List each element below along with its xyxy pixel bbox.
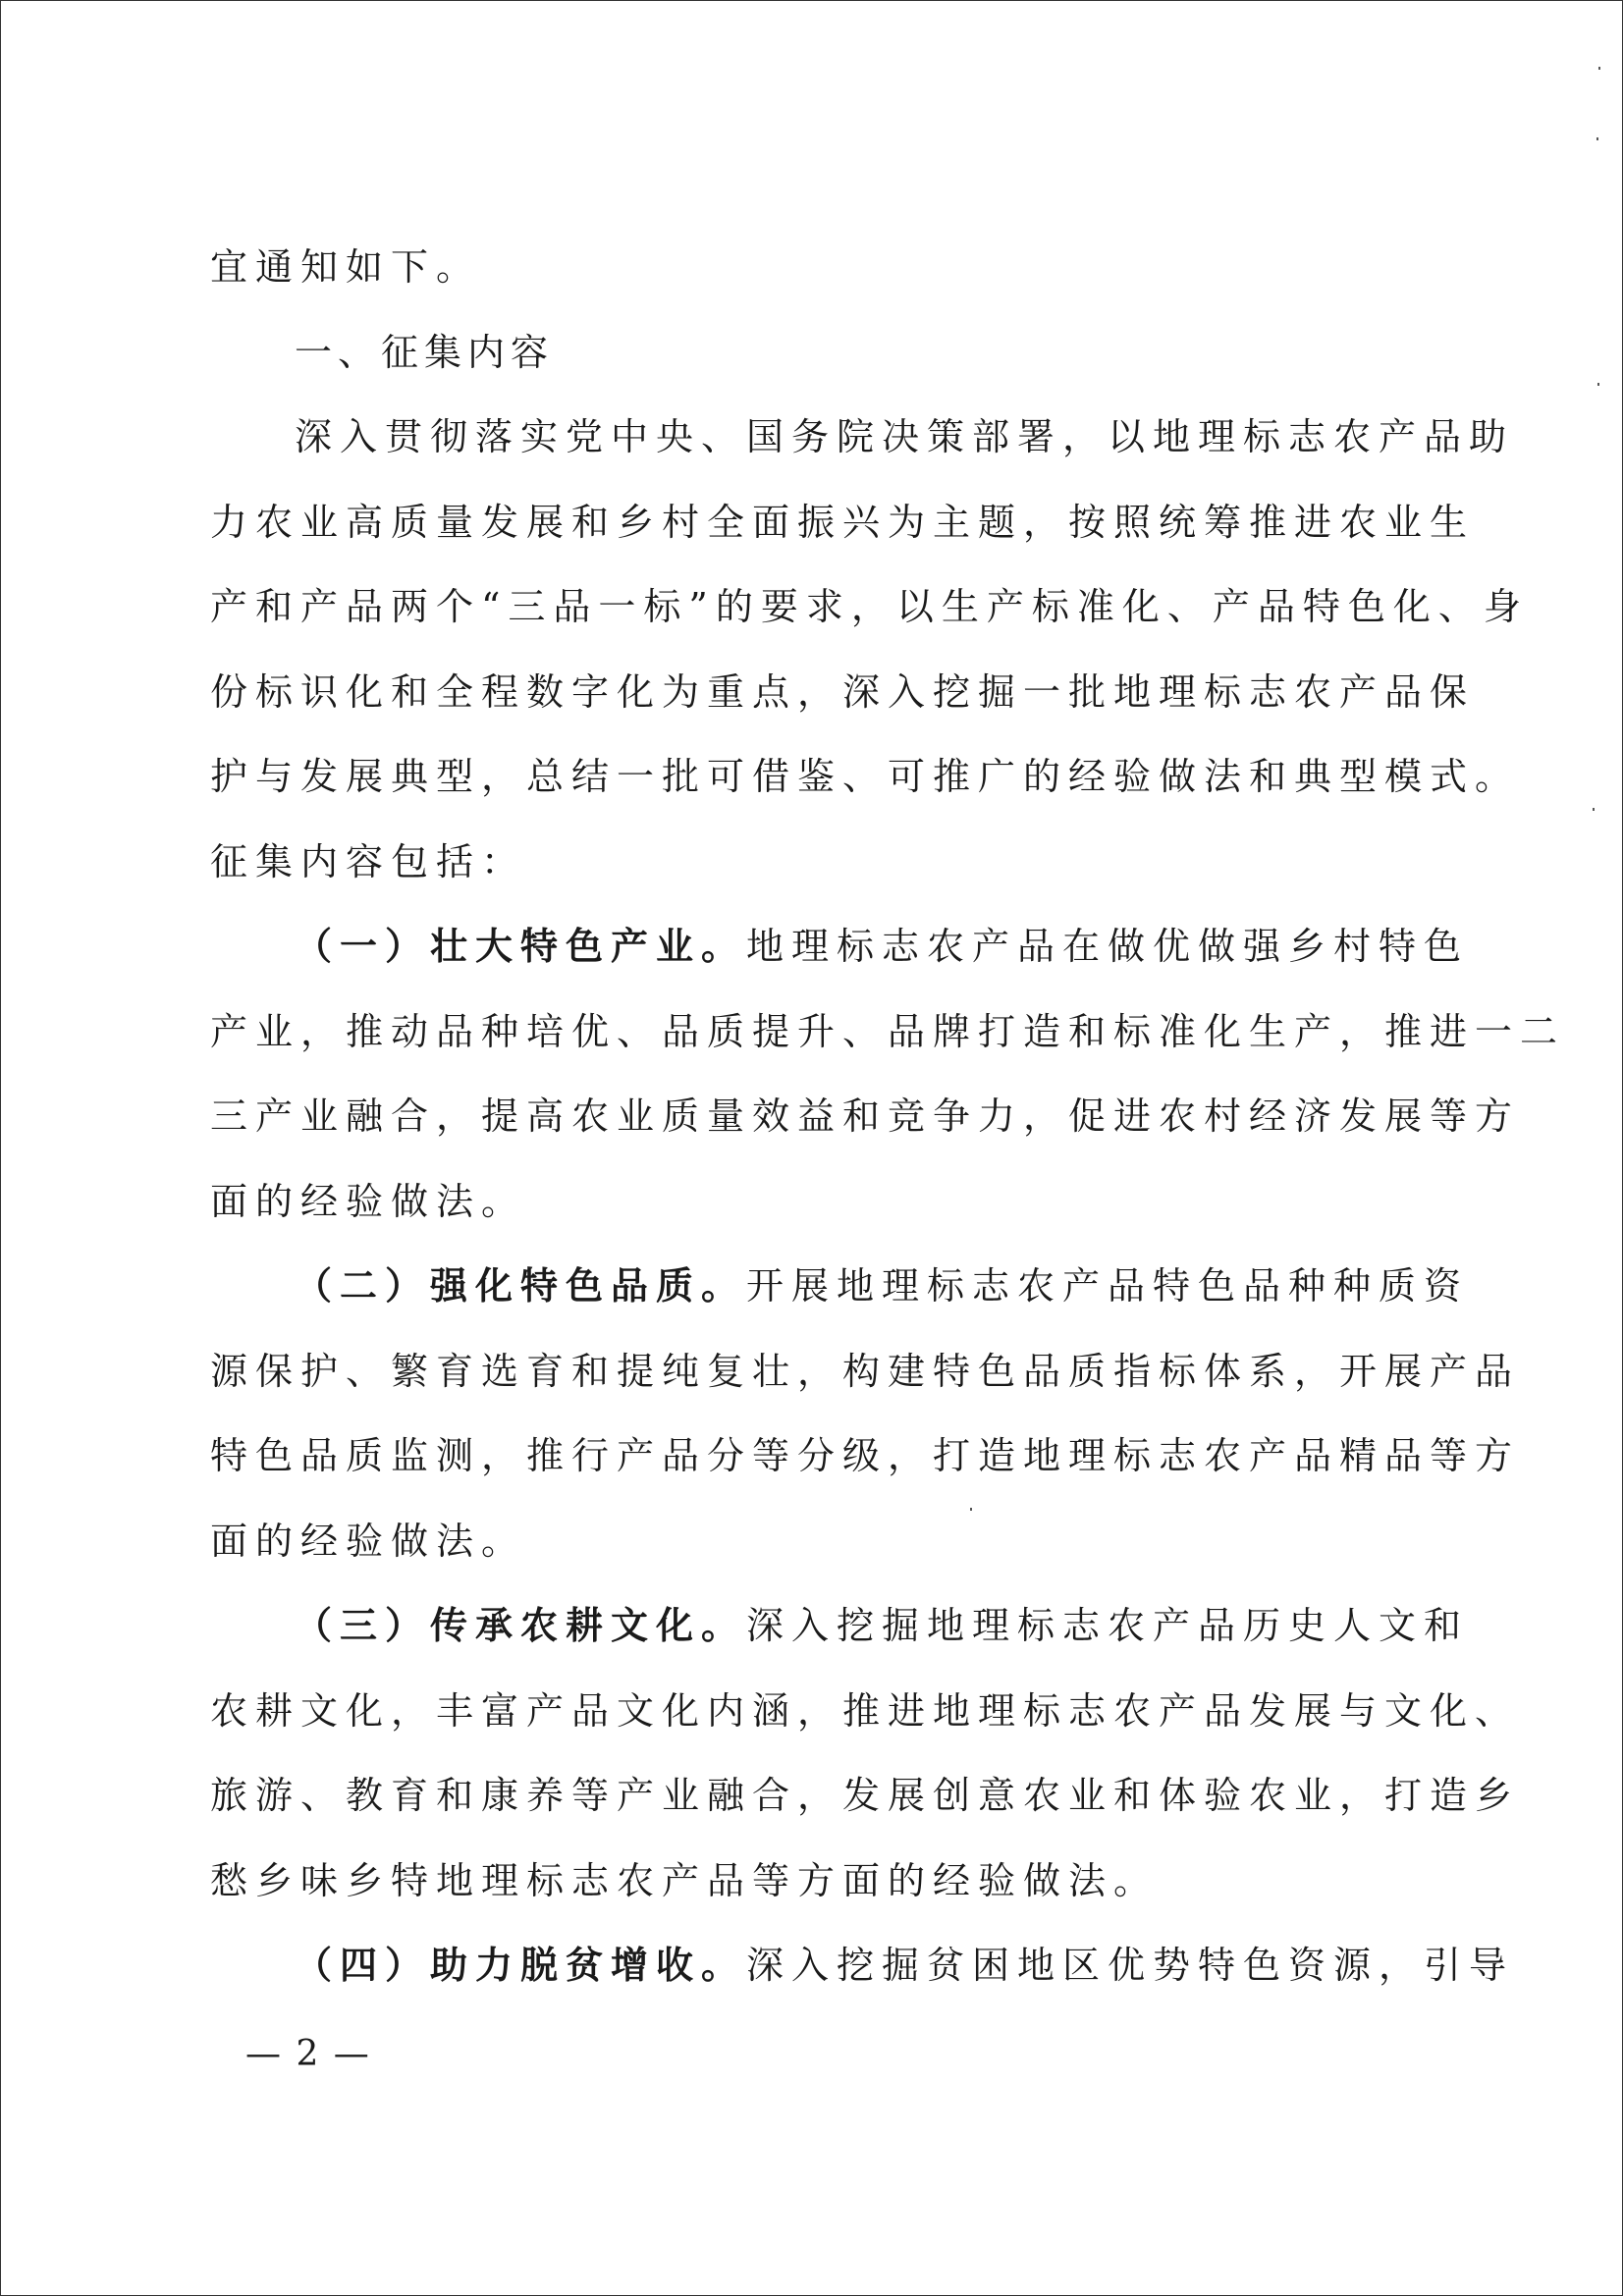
item-title: （三）传承农耕文化。 xyxy=(295,1603,747,1647)
item-title: （一）壮大特色产业。 xyxy=(295,924,747,968)
document-body xyxy=(210,225,1566,2008)
intro-paragraph xyxy=(210,395,1529,904)
item-title: （二）强化特色品质。 xyxy=(295,1263,747,1308)
paragraph-line: 愁乡味乡特地理标志农产品等方面的经验做法。 xyxy=(210,1858,1160,1902)
item-text: 深入挖掘贫困地区优势特色资源，引导 xyxy=(746,1944,1515,1987)
paragraph-line: 护与发展典型，总结一批可借鉴、可推广的经验做法和典型模式。 xyxy=(210,755,1521,798)
item-text: 深入挖掘地理标志农产品历史人文和 xyxy=(746,1604,1470,1647)
paragraph-line: 源保护、繁育选育和提纯复壮，构建特色品质指标体系，开展产品 xyxy=(210,1349,1521,1393)
paragraph-line: 力农业高质量发展和乡村全面振兴为主题，按照统筹推进农业生 xyxy=(210,500,1476,544)
paragraph-line xyxy=(210,1923,1515,2008)
item-paragraph-2 xyxy=(210,1244,1521,1583)
paragraph-line: 旅游、教育和康养等产业融合，发展创意农业和体验农业，打造乡 xyxy=(210,1774,1521,1817)
item-title: （四）助力脱贫增收。 xyxy=(295,1943,747,1987)
item-paragraph-4 xyxy=(210,1923,1515,2008)
paragraph-line: 农耕文化，丰富产品文化内涵，推进地理标志农产品发展与文化、 xyxy=(210,1688,1521,1733)
paragraph-line xyxy=(210,904,1470,989)
item-paragraph-1 xyxy=(210,904,1566,1244)
paragraph-line: 三产业融合，提高农业质量效益和竞争力，促进农村经济发展等方 xyxy=(210,1095,1521,1138)
paragraph-line: 面的经验做法。 xyxy=(210,1519,527,1563)
scan-speck xyxy=(1593,808,1595,811)
paragraph-line: 产业，推动品种培优、品质提升、品牌打造和标准化生产，推进一二 xyxy=(210,1009,1566,1053)
paragraph-line xyxy=(210,1244,1470,1329)
item-text: 开展地理标志农产品特色品种种质资 xyxy=(746,1264,1470,1308)
page-number: — 2 — xyxy=(245,2034,371,2074)
section-heading: 一、征集内容 xyxy=(295,330,555,374)
paragraph-line: 产和产品两个“三品一标”的要求，以生产标准化、产品特色化、身 xyxy=(210,585,1529,628)
paragraph-line xyxy=(210,1583,1470,1669)
scan-speck xyxy=(970,1508,972,1511)
paragraph-line: 特色品质监测，推行产品分等分级，打造地理标志农产品精品等方 xyxy=(210,1434,1521,1477)
opening-line: 宜通知如下。 xyxy=(210,245,482,289)
paragraph-line: 征集内容包括： xyxy=(210,839,527,883)
scan-speck xyxy=(1596,137,1598,140)
paragraph-line: 份标识化和全程数字化为重点，深入挖掘一批地理标志农产品保 xyxy=(210,669,1476,714)
paragraph-line: 深入贯彻落实党中央、国务院决策部署，以地理标志农产品助 xyxy=(295,415,1515,458)
scan-speck xyxy=(1598,67,1600,70)
item-text: 地理标志农产品在做优做强乡村特色 xyxy=(746,925,1470,968)
item-paragraph-3 xyxy=(210,1583,1521,1923)
paragraph-line: 面的经验做法。 xyxy=(210,1179,527,1223)
scan-speck xyxy=(1597,383,1599,386)
